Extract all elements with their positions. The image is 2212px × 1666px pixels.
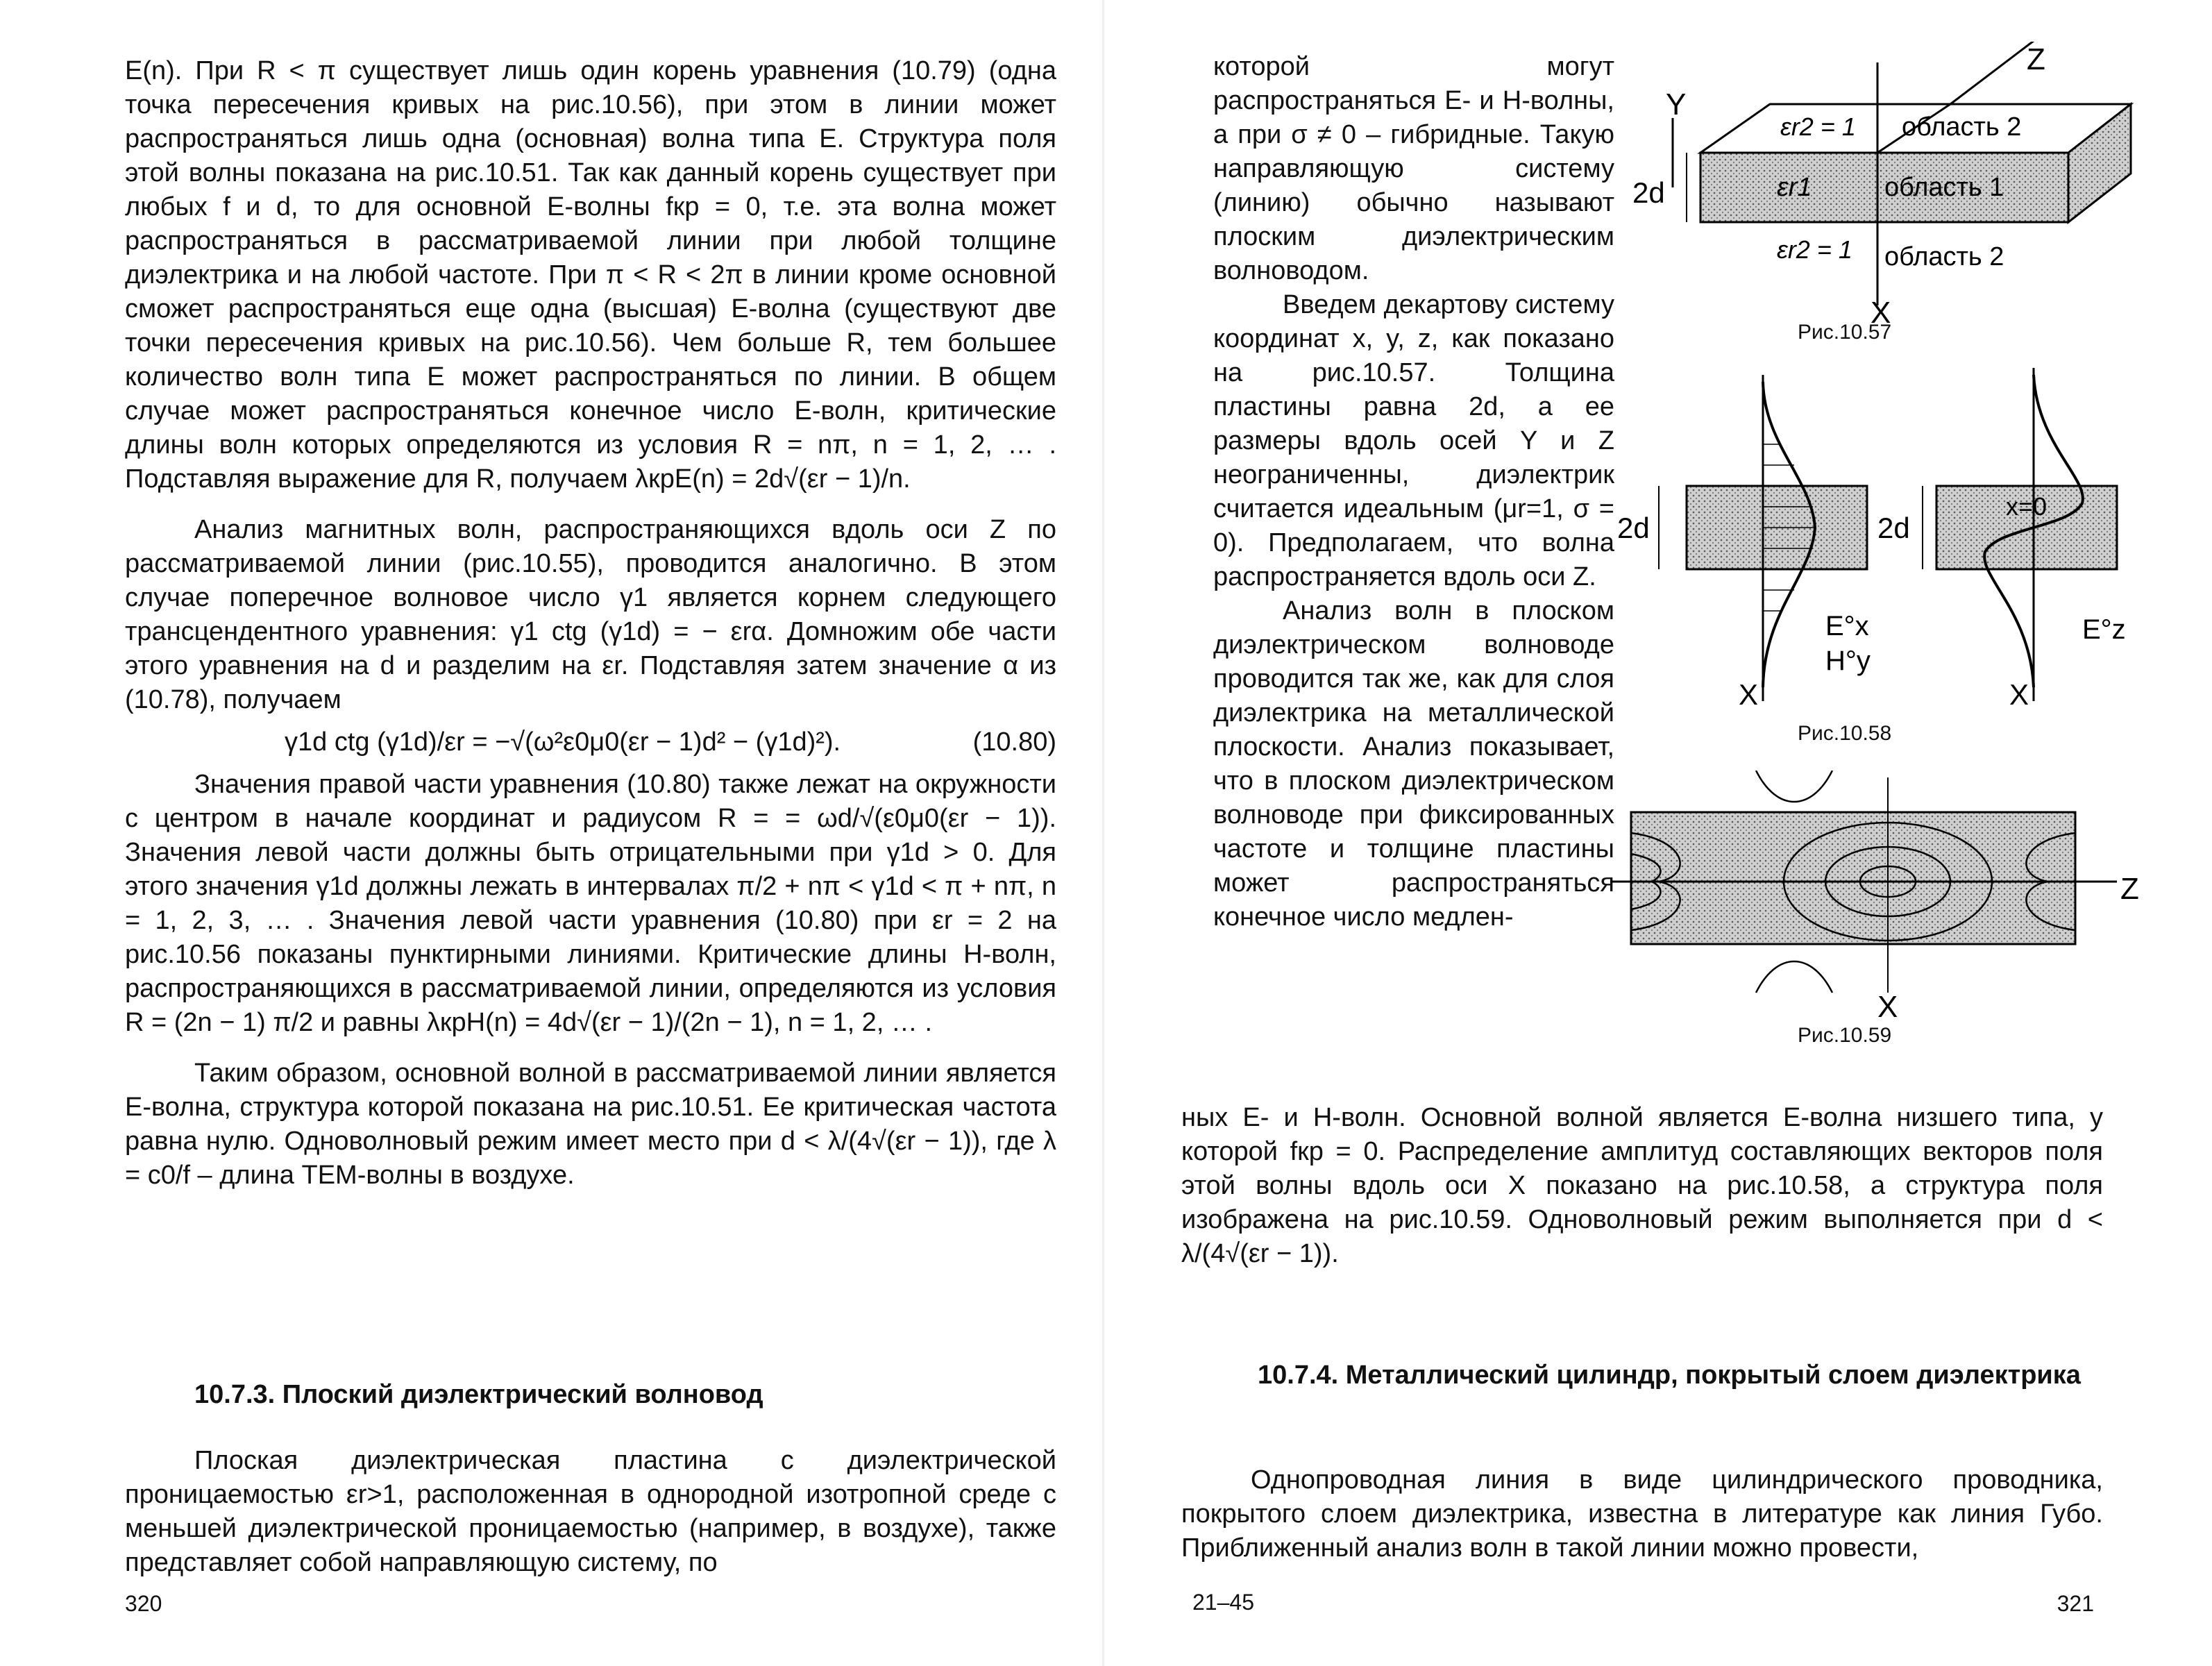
equation-number: (10.80) [972,727,1056,757]
region-1-label: область 1 [1884,173,2004,202]
right-text-1: которой могут распространяться E- и H-волны, а при σ ≠ 0 – гибридные. Такую направляющую систему (линию) обычно называют плоским диэлектрическим волноводом. [1213,52,1614,285]
region-2-top-label: область 2 [1902,112,2022,142]
eps-mid-label: εr1 [1777,173,1812,202]
section-heading-10-7-3: 10.7.3. Плоский диэлектрический волновод [194,1380,763,1409]
axis-x-label-59: X [1877,990,1898,1024]
right-page [1104,0,2212,1666]
region-2-bottom-label: область 2 [1884,242,2004,271]
left-paragraph-3: Значения правой части уравнения (10.80) также лежат на окружности с центром в начале координат и радиусом R = = ωd/√(ε0μ0(εr − 1)). Значения левой части должны быть отрицательными при γ1d > 0. Для этого значения γ1d должны лежать в интервалах π/2 + nπ < γ1d < π + nπ, n = 1, 2, 3, … . Значения левой части уравнения (10.80) при εr = 2 на рис.10.56 показаны пунктирными линиями. Критические длины H-волн, распространяющихся в рассматриваемой линии, определяются из условия R = (2n − 1) π/2 и равны λкрH(n) = 4d√(εr − 1)/(2n − 1), n = 1, 2, … . [125,770,1056,1037]
caption-10-57: Рис.10.57 [1798,321,1892,344]
axis-z-label-59: Z [2120,872,2139,906]
ez-label: E°z [2082,614,2126,645]
equation-text: γ1d ctg (γ1d)/εr = −√(ω²ε0μ0(εr − 1)d² − (γ1d)²). [285,727,841,757]
axis-y-label: Y [1666,87,1687,121]
eps-bot-label: εr2 = 1 [1777,235,1852,264]
thickness-label-a: 2d [1617,512,1650,544]
caption-10-58: Рис.10.58 [1798,722,1892,745]
figure-10-57 [1624,42,2152,326]
equation-10-80 [125,725,1056,759]
right-tail-paragraph: Однопроводная линия в виде цилиндрического проводника, покрытого слоем диэлектрика, известна в литературе как линия Губо. Приближенный анализ волн в такой линии можно провести, [1181,1465,2103,1563]
left-paragraph-4: Таким образом, основной волной в рассматриваемой линии является E-волна, структура которой показана на рис.10.51. Ее критическая частота равна нулю. Одноволновый режим имеет место при d < λ/(4√(εr − 1)), где λ = c0/f – длина TEM-волны в воздухе. [125,1059,1056,1190]
right-bottom-text: ных E- и H-волн. Основной волной является E-волна низшего типа, у которой fкр = 0. Распределение амплитуд составляющих векторов поля этой волны вдоль оси X показано на рис.10.58, а структура поля изображена на рис.10.59. Одноволновый режим выполняется при d < λ/(4√(εr − 1)). [1181,1103,2103,1268]
signature-mark: 21–45 [1192,1590,1254,1615]
thickness-label-b: 2d [1877,512,1910,544]
right-text-2: Введем декартову систему координат x, y, z, как показано на рис.10.57. Толщина пластины равна 2d, а ее размеры вдоль осей Y и Z неограниченны, диэлектрик считается идеальным (μr=1, σ = 0). Предполагаем, что волна распространяется вдоль оси Z. [1213,290,1614,591]
section-heading-10-7-4: 10.7.4. Металлический цилиндр, покрытый слоем диэлектрика [1258,1361,2081,1390]
axis-z-label: Z [2027,42,2045,76]
axis-x-label-b: X [2009,678,2029,711]
caption-10-59: Рис.10.59 [1798,1024,1892,1047]
left-paragraph-1: E(n). При R < π существует лишь один корень уравнения (10.79) (одна точка пересечения кривых на рис.10.56), при этом в линии может распространяться лишь одна (основная) волна типа E. Структура поля этой волны показана на рис.10.51. Так как данный корень существует при любых f и d, то для основной E-волны fкр = 0, т.е. эта волна может распространяться в рассматриваемой линии при любой толщине диэлектрика и на любой частоте. При π < R < 2π в линии кроме основной сможет распространяться еще одна (высшая) E-волна (существуют две точки пересечения кривых на рис.10.56). Чем больше R, тем большее количество волн типа E может распространяться по линии. В общем случае может распространяться конечное число E-волн, критические длины волн которых определяются из условия R = nπ, n = 1, 2, … . Подставляя выражение для R, получаем λкрE(n) = 2d√(εr − 1)/n. [125,56,1056,494]
page-number-right: 321 [2057,1591,2094,1616]
waveguide-slab [1631,812,2075,944]
thickness-label: 2d [1632,176,1665,209]
figure-10-58 [1603,361,2159,722]
hy-label: H°y [1825,646,1871,676]
right-top-text [1213,50,1614,934]
eps-top-label: εr2 = 1 [1780,112,1856,141]
left-page [0,0,1104,1666]
figure-10-59 [1603,771,2159,1027]
left-body [125,54,1056,1193]
left-tail-paragraph: Плоская диэлектрическая пластина с диэлектрической проницаемостью εr>1, расположенная в однородной изотропной среде с меньшей диэлектрической проницаемостью (например, в воздухе), также представляет собой направляющую систему, по [125,1446,1056,1577]
right-text-3: Анализ волн в плоском диэлектрическом волноводе проводится так же, как для слоя диэлектрика на металлической плоскости. Анализ показывает, что в плоском диэлектрическом волноводе при фиксированных частоте и толщине пластины может распространяться конечное число медлен- [1213,596,1614,932]
page-number-left: 320 [125,1591,162,1616]
ex-label: E°x [1825,611,1869,641]
axis-x-label: X [1871,296,1891,326]
axis-x-label-a: X [1739,678,1759,711]
x-zero-label: x=0 [2006,492,2048,521]
left-paragraph-2: Анализ магнитных волн, распространяющихся вдоль оси Z по рассматриваемой линии (рис.10.55), проводится аналогично. В этом случае поперечное волновое число γ1 является корнем следующего трансцендентного уравнения: γ1 ctg (γ1d) = − εrα. Домножим обе части этого уравнения на d и разделим на εr. Подставляя затем значение α из (10.78), получаем [125,515,1056,714]
